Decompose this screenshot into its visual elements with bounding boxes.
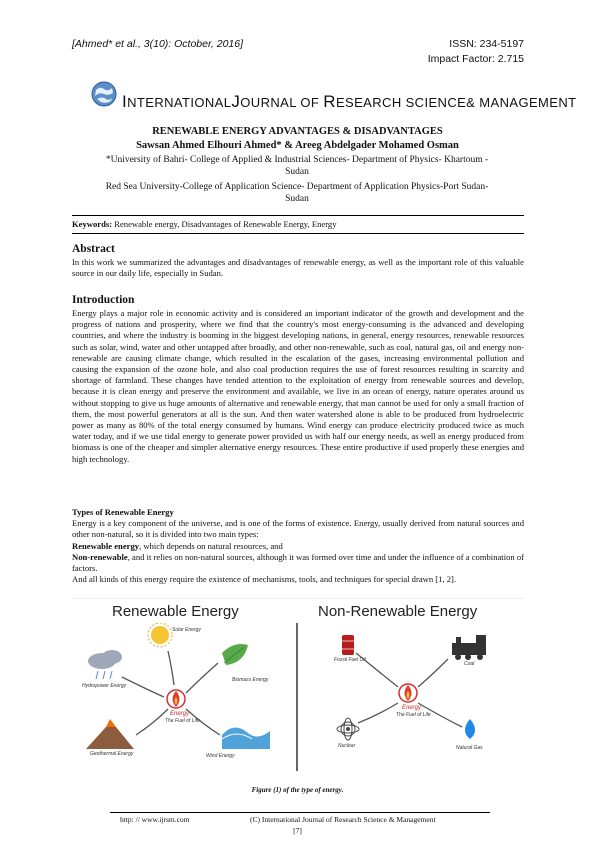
label-wind: Wind Energy [206,753,235,759]
rain-cloud-icon [88,650,122,679]
coal-train-icon [452,635,486,660]
label-nuclear: Nuclear [338,743,356,749]
paper-title: RENEWABLE ENERGY ADVANTAGES & DISADVANTAGES [152,126,443,137]
figure-caption: Figure (1) of the type of energy. [251,786,344,794]
label-geothermal: Geothermal Energy [90,751,134,757]
types-section [72,507,524,585]
flame-icon-right [399,684,417,702]
journal-globe-logo [90,80,118,108]
leaf-icon [222,644,248,665]
paper-authors: Sawsan Ahmed Elhouri Ahmed* & Areeg Abdelgader Mohamed Osman [136,140,459,151]
issn-header: ISSN: 234-5197 [449,38,524,50]
volcano-icon [86,719,134,749]
gas-drop-icon [465,719,475,739]
label-fossil: Fossil Fuel Oil [334,657,366,663]
wave-icon [222,727,270,749]
impact-factor: Impact Factor: 2.715 [427,53,524,65]
citation-header: [Ahmed* et al., 3(10): October, 2016] [72,38,244,50]
renewable-panel-title: Renewable Energy [112,603,239,620]
keywords: Keywords: Renewable energy, Disadvantages of Renewable Energy, Energy [72,219,337,229]
types-heading: Types of Renewable Energy [72,507,174,517]
label-gas: Natural Gas [456,745,483,751]
introduction-heading: Introduction [72,294,135,306]
nonrenewable-panel-title: Non-Renewable Energy [318,603,478,620]
affiliation-2: Red Sea University-College of Application Science- Department of Application Physics-Port Sudan- Sudan [105,182,489,204]
oil-barrel-icon [342,635,354,655]
energy-types-figure [72,598,524,775]
renewable-definition: Renewable energy, which depends on natural resources, and [72,540,283,551]
label-center-sub-left: The Fuel of Life [165,718,200,724]
journal-name: INTERNATIONALJOURNAL OF RESEARCH SCIENCE& MANAGEMENT [122,92,577,111]
footer-url[interactable]: http: // www.ijrsm.com [120,815,190,824]
nuclear-icon [337,718,359,740]
footer-copyright: (C) International Journal of Research Science & Management [250,815,436,824]
label-coal: Coal [464,661,475,667]
closing-text: And all kinds of this energy require the existence of mechanisms, tools, and techniques for special drawn [1, 2]. [72,574,457,585]
abstract-text: In this work we summarized the advantages and disadvantages of renewable energy, as well as the important role of this valuable source in our daily life, especially in Sudan. [72,257,524,279]
label-biomass: Biomass Energy [232,677,269,683]
label-hydro: Hydropower Energy [82,683,127,689]
flame-icon-left [167,690,185,708]
abstract-heading: Abstract [72,243,115,255]
types-text: Energy is a key component of the universe, and is one of the forms of existence. Energy, usually derived from natural sources and other non-natural, so it is divided into two main types: [72,518,524,540]
affiliation-1: *University of Bahri- College of Applied & Industrial Sciences- Department of Physics- Khartoum - Sudan [105,155,489,177]
footer-rule [110,812,490,813]
sun-icon [148,623,172,647]
divider-bottom [72,233,524,234]
label-solar: Solar Energy [172,627,201,633]
page-number: [7] [293,826,302,835]
label-center-left: Energy [170,711,190,717]
divider-top [72,215,524,216]
introduction-text: Energy plays a major role in economic activity and is considered an important indicator of the growth and development and the progress of nations and prosperity, where we find that the country's most energy-consuming is the advanced and developing countries, and where the industry is booming in the biggest developing nations, in general, energy resources, renewable resources such as solar, wind, water and other untapped after broadly, and other non-renewable, such as coal, natural gas, oil and energy non-renewable are causing climate change, which resulted in the escalation of the gases, increasing environmental pollution and causing the expansion of the ozone hole, and also coal production requires the use of forest resources resulting in scarcity and shortage of farmland. These changes have tended attention to the exploitation of energy from renewable sources and develop, because it is clean energy and preserve the environment and available, we live in an ocean of energy, nature operates around us without stopping to give us huge amounts of alternative and renewable energy, that man cannot be used for only a small fraction of them, the most powerful generators at all is the sun. And then water watershed alone is able to be produced from hydroelectric power as many as 80% of the total energy consumed by humans. Wind energy can produce electricity produced twice as much water today, and if we use tidal energy to generate power provided us with half our energy needs, as well as energy produced from biomass is one of the cheaper and simpler alternative energy resources. These entire productive if used properly these energies and high technology. [72,308,524,464]
label-center-sub-right: The Fuel of Life [396,712,431,718]
label-center-right: Energy [402,705,422,711]
nonrenewable-definition: Non-renewable, and it relies on non-natural sources, although it was formed over time and under the influence of a combination of factors. [72,551,524,574]
